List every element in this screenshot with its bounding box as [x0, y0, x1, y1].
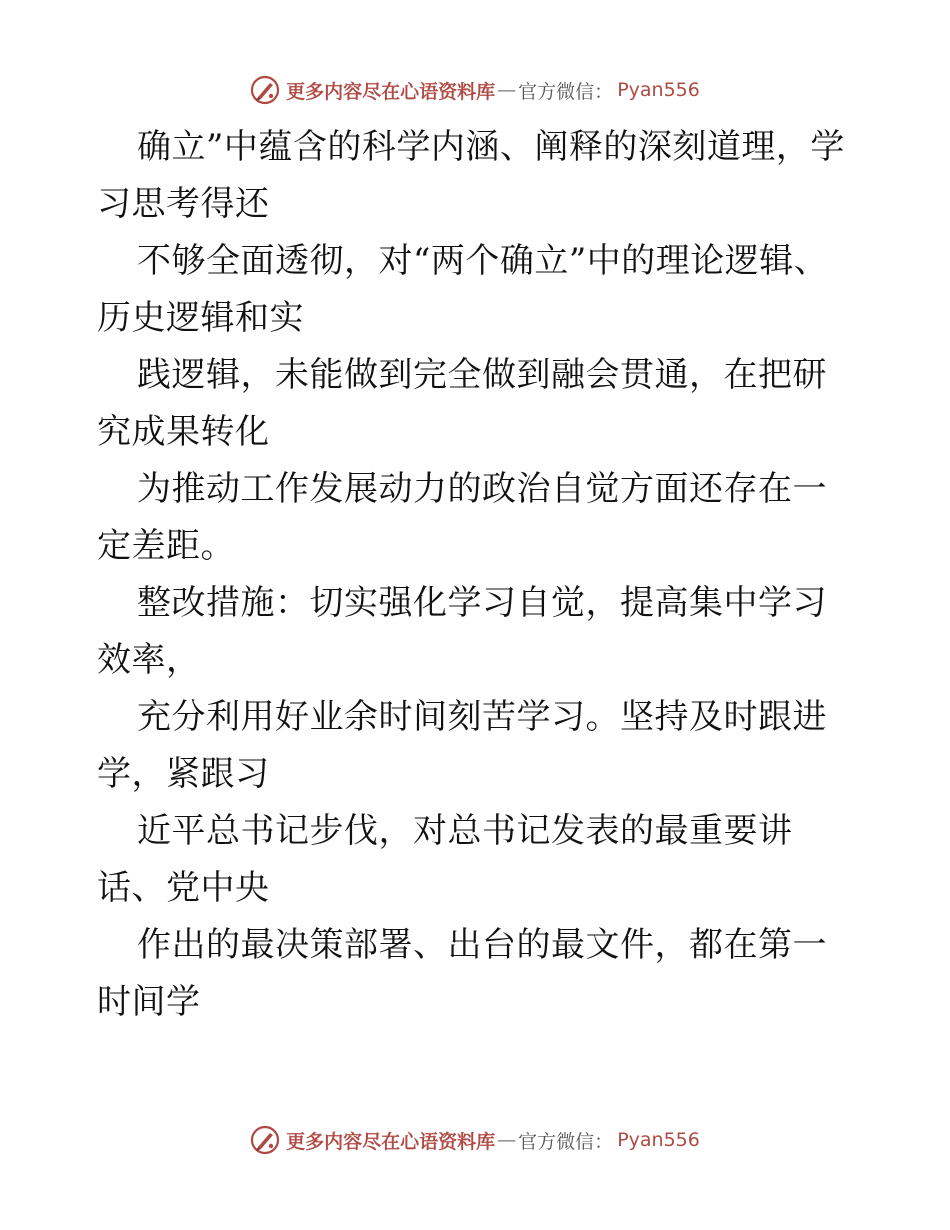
quill-pen-logo-icon: [250, 1125, 280, 1155]
paragraph: 作出的最决策部署、出台的最文件，都在第一时间学: [97, 925, 827, 1022]
banner-wechat-id: Pyan556: [617, 79, 700, 101]
paragraph: 不够全面透彻，对“两个确立”中的理论逻辑、历史逻辑和实: [97, 241, 829, 338]
paragraph: 近平总书记步伐，对总书记发表的最重要讲话、党中央: [97, 811, 793, 908]
banner-separator: —: [497, 79, 517, 101]
paragraph: 整改措施：切实强化学习自觉，提高集中学习效率，: [97, 583, 827, 680]
quill-pen-logo-icon: [250, 75, 280, 105]
paragraph: 为推动工作发展动力的政治自觉方面还存在一定差距。: [97, 469, 827, 566]
footer-banner: [0, 1120, 950, 1160]
header-banner: [0, 70, 950, 110]
paragraph: 充分利用好业余时间刻苦学习。坚持及时跟进学，紧跟习: [97, 697, 827, 794]
banner-wechat-label: 官方微信：: [518, 1130, 614, 1153]
document-body: [97, 119, 857, 1031]
banner-separator: —: [497, 1129, 517, 1151]
banner-title: 更多内容尽在心语资料库: [286, 1130, 496, 1153]
banner-wechat-id: Pyan556: [617, 1129, 700, 1151]
paragraph: 践逻辑，未能做到完全做到融会贯通，在把研究成果转化: [97, 355, 827, 452]
banner-title: 更多内容尽在心语资料库: [286, 80, 496, 103]
paragraph: 确立”中蕴含的科学内涵、阐释的深刻道理，学习思考得还: [97, 127, 845, 224]
banner-wechat-label: 官方微信：: [518, 80, 614, 103]
